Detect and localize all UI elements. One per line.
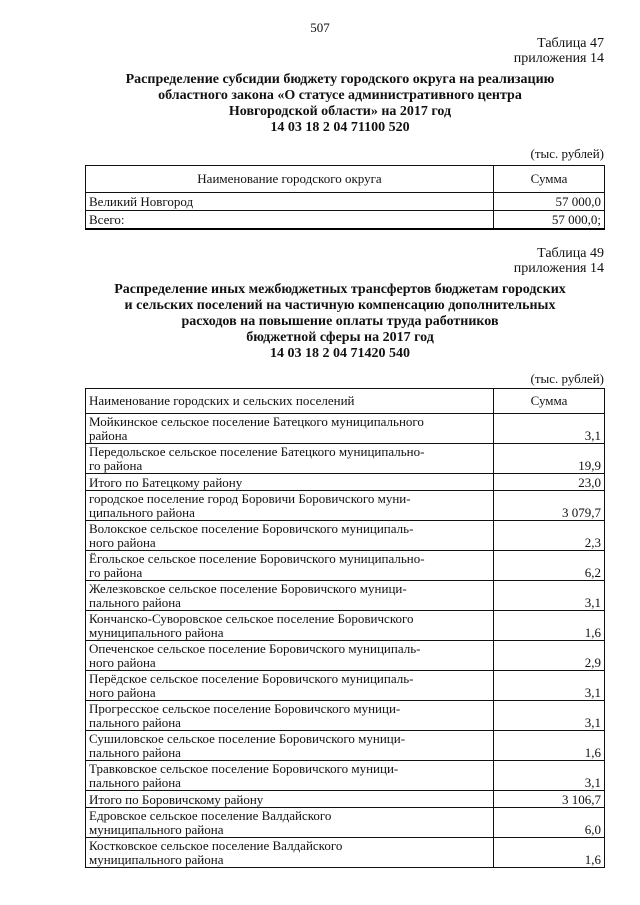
table-row	[86, 671, 605, 701]
table47-header-sum: Сумма	[494, 166, 605, 193]
table49-cell-name: Сушиловское сельское поселение Боровичского муници- пального района	[86, 731, 494, 761]
table49-cell-name: Опеченское сельское поселение Боровичского муниципаль- ного района	[86, 641, 494, 671]
table49-cell-sum: 1,6	[494, 731, 605, 761]
table49-cell-sum: 3,1	[494, 761, 605, 791]
table47-cell-name: Великий Новгород	[86, 193, 494, 211]
table49-header-sum: Сумма	[494, 389, 605, 414]
table-row	[86, 641, 605, 671]
table49-cell-name: Кончанско-Суворовское сельское поселение Боровичского муниципального района	[86, 611, 494, 641]
table49-cell-sum: 6,2	[494, 551, 605, 581]
table49-ref-line2: приложения 14	[513, 261, 604, 276]
table49-cell-sum: 6,0	[494, 808, 605, 838]
table49-cell-name: Травковское сельское поселение Боровичского муници- пального района	[86, 761, 494, 791]
table49-cell-name: Передольское сельское поселение Батецкого муниципально- го района	[86, 444, 494, 474]
table49-cell-sum: 3,1	[494, 701, 605, 731]
table49-cell-sum: 19,9	[494, 444, 605, 474]
table49-header-row	[86, 389, 605, 414]
table-row	[86, 838, 605, 868]
table47-units: (тыс. рублей)	[530, 146, 604, 161]
table47-ref-line2: приложения 14	[513, 51, 604, 66]
table49-title-line: бюджетной сферы на 2017 год	[246, 330, 434, 345]
table49-title-line: и сельских поселений на частичную компенсацию дополнительных	[124, 298, 556, 313]
table47-total-sum: 57 000,0;	[494, 211, 605, 230]
table49-title-line: расходов на повышение оплаты труда работников	[181, 314, 499, 329]
table-row	[86, 414, 605, 444]
table49-ref-line1: Таблица 49	[537, 246, 604, 261]
table49-cell-sum: 1,6	[494, 838, 605, 868]
table47-cell-sum: 57 000,0	[494, 193, 605, 211]
table47-title-line: областного закона «О статусе административного центра	[158, 88, 522, 103]
table49-cell-sum: 1,6	[494, 611, 605, 641]
table-row	[86, 193, 605, 211]
table-row	[86, 581, 605, 611]
table47-title	[70, 72, 610, 136]
table47-title-line: Распределение субсидии бюджету городского округа на реализацию	[125, 72, 555, 87]
table49-cell-name: городское поселение город Боровичи Боровичского муни- ципального района	[86, 491, 494, 521]
table49-cell-sum: 3,1	[494, 414, 605, 444]
table49-units: (тыс. рублей)	[530, 371, 604, 386]
table47-reference	[514, 36, 604, 66]
table47-header-name: Наименование городского округа	[86, 166, 494, 193]
table-row	[86, 551, 605, 581]
table49-cell-sum: 2,3	[494, 521, 605, 551]
table49-subtotal-label: Итого по Боровичскому району	[86, 791, 494, 808]
table49-cell-sum: 3,1	[494, 581, 605, 611]
table49-cell-name: Едровское сельское поселение Валдайского муниципального района	[86, 808, 494, 838]
page-number: 507	[310, 20, 330, 35]
table49-reference	[514, 246, 604, 276]
table47	[85, 165, 605, 230]
table47-header-row	[86, 166, 605, 193]
table-row	[86, 731, 605, 761]
subtotal-row	[86, 474, 605, 491]
table47-ref-line1: Таблица 47	[537, 36, 604, 51]
table49	[85, 388, 605, 868]
table47-total-label: Всего:	[86, 211, 494, 230]
table-row	[86, 521, 605, 551]
table-row	[86, 491, 605, 521]
table-row	[86, 761, 605, 791]
table49-cell-name: Прогресское сельское поселение Боровичского муници- пального района	[86, 701, 494, 731]
table49-title-line: Распределение иных межбюджетных трансфертов бюджетам городских	[114, 282, 566, 297]
subtotal-row	[86, 791, 605, 808]
table49-subtotal-sum: 23,0	[494, 474, 605, 491]
table49-cell-sum: 3 079,7	[494, 491, 605, 521]
table49-cell-name: Ёгольское сельское поселение Боровичского муниципально- го района	[86, 551, 494, 581]
table49-cell-sum: 3,1	[494, 671, 605, 701]
table49-cell-name: Железковское сельское поселение Боровичского муници- пального района	[86, 581, 494, 611]
table-row	[86, 808, 605, 838]
table49-cell-sum: 2,9	[494, 641, 605, 671]
table49-code-line: 14 03 18 2 04 71420 540	[270, 346, 410, 361]
table-row	[86, 701, 605, 731]
table49-cell-name: Мойкинское сельское поселение Батецкого муниципального района	[86, 414, 494, 444]
table49-subtotal-sum: 3 106,7	[494, 791, 605, 808]
table49-cell-name: Костковское сельское поселение Валдайского муниципального района	[86, 838, 494, 868]
table47-total-row	[86, 211, 605, 230]
table49-header-name: Наименование городских и сельских поселений	[86, 389, 494, 414]
table47-title-line: Новгородской области» на 2017 год	[228, 104, 452, 119]
table49-cell-name: Волокское сельское поселение Боровичского муниципаль- ного района	[86, 521, 494, 551]
table47-code-line: 14 03 18 2 04 71100 520	[270, 120, 410, 135]
table49-cell-name: Перёдское сельское поселение Боровичского муниципаль- ного района	[86, 671, 494, 701]
table-row	[86, 444, 605, 474]
table49-subtotal-label: Итого по Батецкому району	[86, 474, 494, 491]
table-row	[86, 611, 605, 641]
table49-title	[70, 282, 610, 362]
